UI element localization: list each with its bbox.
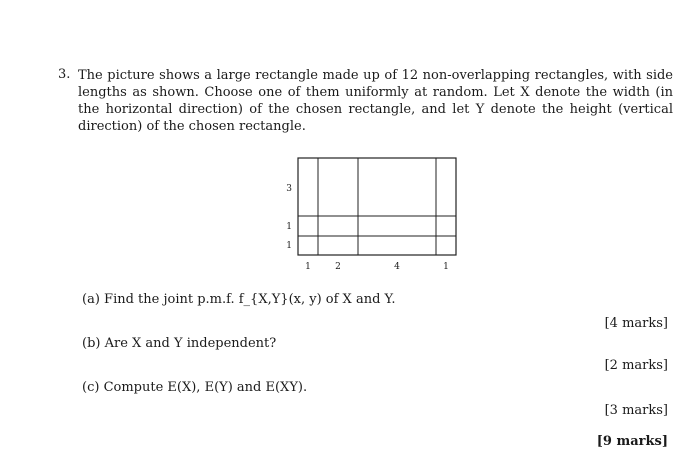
question-number: 3. (58, 67, 71, 82)
outer-rectangle (298, 158, 456, 255)
part-a (82, 292, 396, 307)
col-width-label-4: 1 (443, 262, 449, 272)
part-c-label: (c) (82, 380, 100, 395)
part-b (82, 336, 276, 351)
part-c (82, 380, 307, 395)
part-b-label: (b) (82, 336, 101, 351)
part-b-text: Are X and Y independent? (104, 336, 277, 351)
question-text: The picture shows a large rectangle made up of 12 non-overlapping rectangles, with side lengths as shown. Choose one of them uniformly at random. Let X denote the width (in the horizontal direction) of the chosen rectangle, and let Y denote the height (vertical direction) of the chosen rectangle. (78, 68, 673, 134)
rectangle-grid-diagram (280, 150, 470, 275)
row-height-label-3: 1 (286, 241, 292, 251)
col-width-label-1: 1 (305, 262, 311, 272)
part-c-text: Compute E(X), E(Y) and E(XY). (103, 380, 308, 395)
row-height-label-2: 1 (286, 222, 292, 232)
part-b-marks: [2 marks] (604, 358, 668, 373)
part-c-marks: [3 marks] (604, 403, 668, 418)
total-marks: [9 marks] (596, 434, 668, 449)
row-height-label-1: 3 (286, 184, 292, 194)
col-width-label-3: 4 (394, 262, 400, 272)
part-a-text: Find the joint p.m.f. f_{X,Y}(x, y) of X and Y. (104, 292, 396, 307)
part-a-label: (a) (82, 292, 100, 307)
rectangle-figure (280, 150, 470, 275)
part-a-marks: [4 marks] (604, 316, 668, 331)
col-width-label-2: 2 (335, 262, 341, 272)
